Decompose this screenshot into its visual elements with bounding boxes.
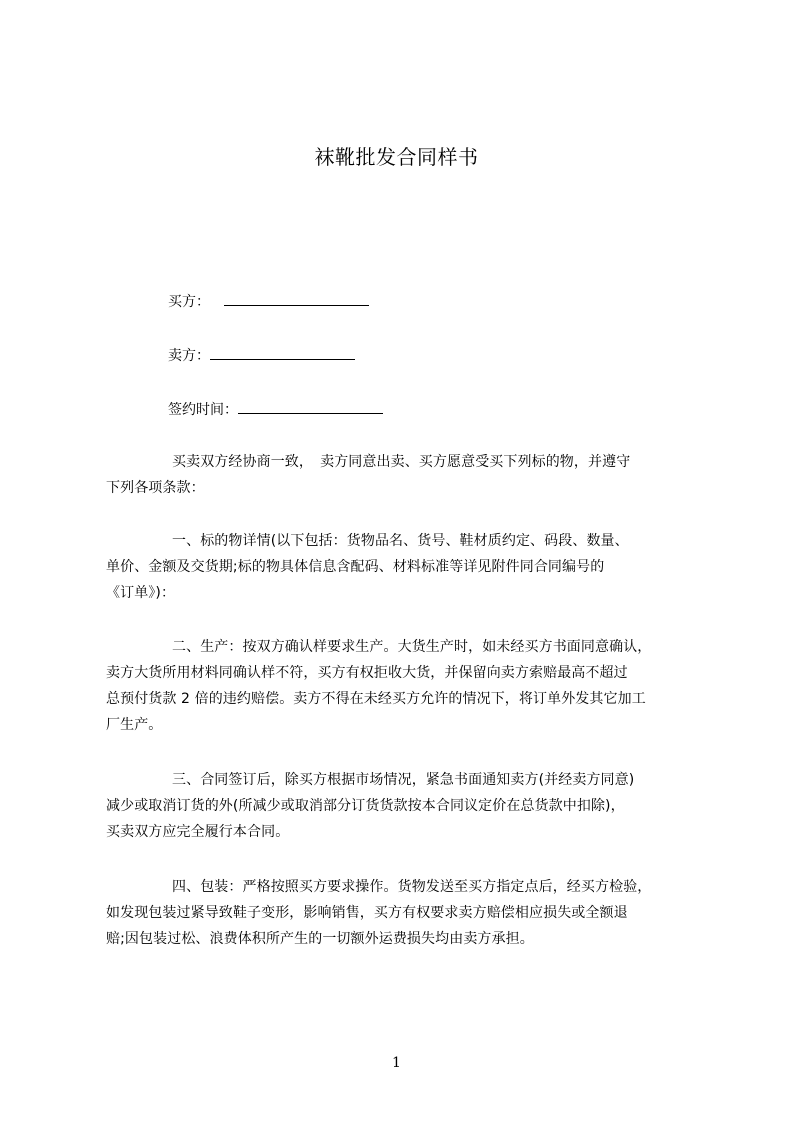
clause-4-paragraph <box>106 874 702 952</box>
paragraph-line: 总预付货款 2 倍的违约赔偿。卖方不得在未经买方允许的情况下，将订单外发其它加工 <box>106 691 646 707</box>
paragraph-line: 赔;因包装过松、浪费体积所产生的一切额外运费损失均由卖方承担。 <box>106 931 534 947</box>
clause-3-paragraph <box>106 767 702 845</box>
clause-2-paragraph <box>106 634 702 738</box>
signing-date-blank[interactable] <box>238 399 383 414</box>
buyer-label: 买方： <box>168 294 210 310</box>
paragraph-line: 下列各项条款： <box>106 480 205 496</box>
paragraph-line: 三、合同签订后，除买方根据市场情况，紧急书面通知卖方(并经卖方同意) <box>172 772 635 788</box>
paragraph-line: 卖方大货所用材料同确认样不符，买方有权拒收大货，并保留向卖方索赔最高不超过 <box>106 665 628 681</box>
paragraph-line: 厂生产。 <box>106 717 163 733</box>
paragraph-line: 单价、金额及交货期;标的物具体信息含配码、材料标准等详见附件同合同编号的 <box>106 559 605 575</box>
buyer-blank[interactable] <box>224 291 369 306</box>
seller-field <box>168 345 355 366</box>
paragraph-line: 如发现包装过紧导致鞋子变形，影响销售，买方有权要求卖方赔偿相应损失或全额退 <box>106 905 628 921</box>
paragraph-line: 《订单》)： <box>106 585 176 601</box>
seller-label: 卖方： <box>168 348 210 364</box>
paragraph-line: 买卖双方应完全履行本合同。 <box>106 824 290 840</box>
page-number: 1 <box>392 1055 401 1071</box>
paragraph-line: 一、标的物详情(以下包括：货物品名、货号、鞋材质约定、码段、数量、 <box>172 533 629 549</box>
clause-1-paragraph <box>106 528 702 606</box>
document-title: 袜靴批发合同样书 <box>314 145 479 169</box>
signing-date-label: 签约时间： <box>168 402 238 418</box>
buyer-field <box>168 291 369 312</box>
paragraph-line: 减少或取消订货的外(所减少或取消部分订货货款按本合同议定价在总货款中扣除)， <box>106 798 625 814</box>
seller-blank[interactable] <box>210 345 355 360</box>
paragraph-line: 二、生产：按双方确认样要求生产。大货生产时，如未经买方书面同意确认， <box>172 639 652 655</box>
paragraph-line: 买卖双方经协商一致， 卖方同意出卖、买方愿意受买下列标的物，并遵守 <box>172 454 631 470</box>
signing-date-field <box>168 399 383 420</box>
intro-paragraph <box>106 449 702 501</box>
paragraph-line: 四、包装：严格按照买方要求操作。货物发送至买方指定点后，经买方检验， <box>172 879 652 895</box>
